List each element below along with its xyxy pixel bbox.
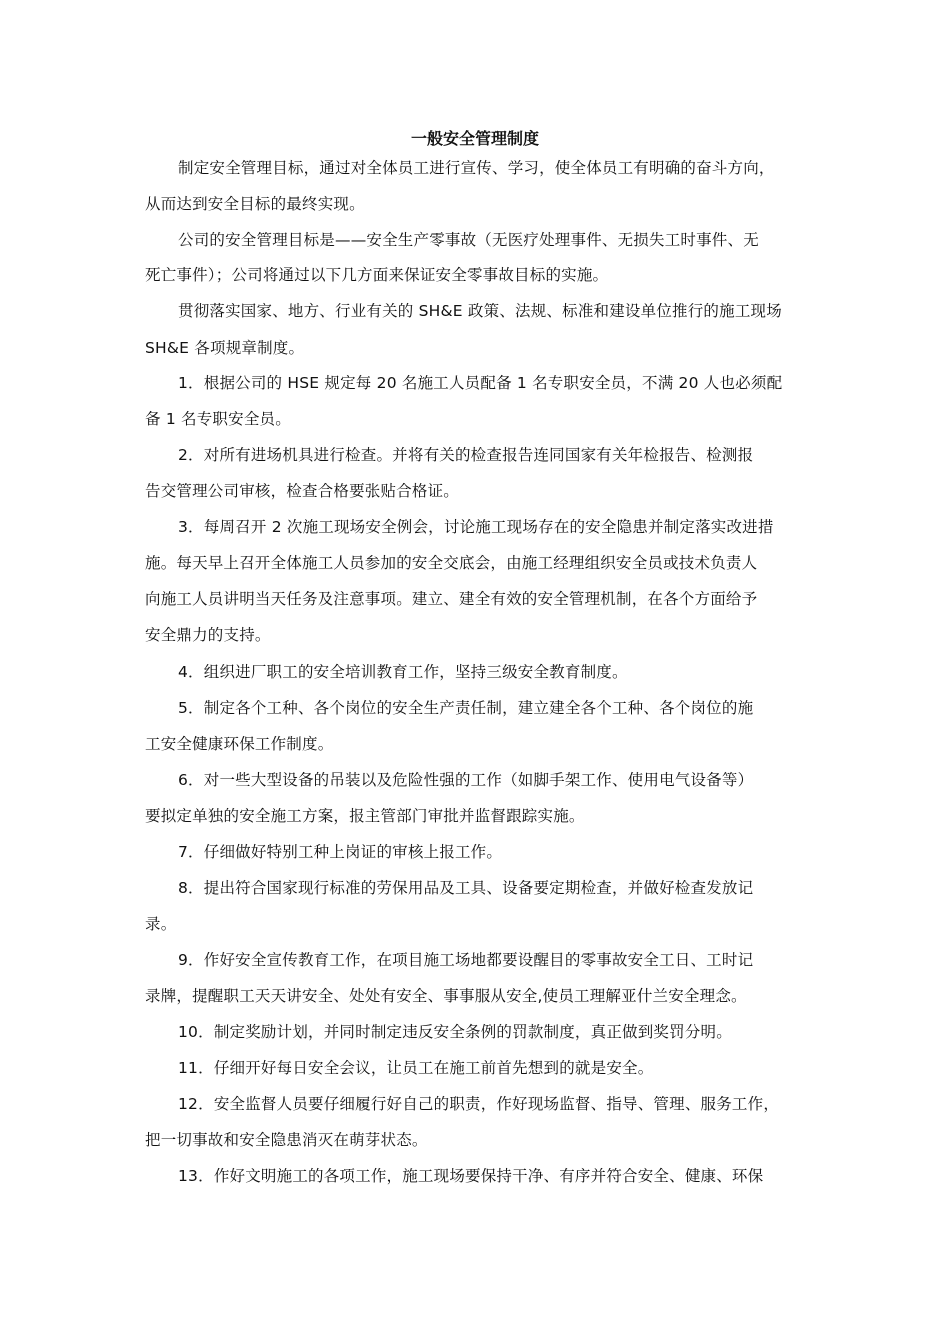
list-item-line: 9．作好安全宣传教育工作，在项目施工场地都要设醒目的零事故安全工日、工时记: [178, 951, 754, 969]
paragraph-line: 公司的安全管理目标是——安全生产零事故（无医疗处理事件、无损失工时事件、无: [178, 231, 759, 249]
list-item-line: 安全鼎力的支持。: [145, 626, 271, 644]
list-item-line: 6．对一些大型设备的吊装以及危险性强的工作（如脚手架工作、使用电气设备等）: [178, 771, 754, 789]
list-item-line: 2．对所有进场机具进行检查。并将有关的检查报告连同国家有关年检报告、检测报: [178, 446, 754, 464]
list-item-line: 录牌，提醒职工天天讲安全、处处有安全、事事服从安全,使员工理解亚什兰安全理念。: [145, 987, 747, 1005]
list-item-line: 4．组织进厂职工的安全培训教育工作，坚持三级安全教育制度。: [178, 663, 628, 681]
list-item-line: 13．作好文明施工的各项工作，施工现场要保持干净、有序并符合安全、健康、环保: [178, 1167, 764, 1185]
list-item-line: 要拟定单独的安全施工方案，报主管部门审批并监督跟踪实施。: [145, 807, 585, 825]
list-item-line: 把一切事故和安全隐患消灭在萌芽状态。: [145, 1131, 428, 1149]
paragraph-line: SH&E 各项规章制度。: [145, 339, 305, 357]
list-item-line: 施。每天早上召开全体施工人员参加的安全交底会，由施工经理组织安全员或技术负责人: [145, 554, 758, 572]
list-item-line: 12．安全监督人员要仔细履行好自己的职责，作好现场监督、指导、管理、服务工作，: [178, 1095, 780, 1113]
list-item-line: 工安全健康环保工作制度。: [145, 735, 334, 753]
list-item-line: 10．制定奖励计划，并同时制定违反安全条例的罚款制度，真正做到奖罚分明。: [178, 1023, 732, 1041]
paragraph-line: 从而达到安全目标的最终实现。: [145, 195, 365, 213]
list-item-line: 录。: [145, 915, 177, 933]
list-item-line: 8．提出符合国家现行标准的劳保用品及工具、设备要定期检查，并做好检查发放记: [178, 879, 754, 897]
list-item-line: 1．根据公司的 HSE 规定每 20 名施工人员配备 1 名专职安全员，不满 20 人也必须配: [178, 374, 783, 392]
paragraph-line: 贯彻落实国家、地方、行业有关的 SH&E 政策、法规、标准和建设单位推行的施工现场: [178, 302, 782, 320]
list-item-line: 3．每周召开 2 次施工现场安全例会，讨论施工现场存在的安全隐患并制定落实改进措: [178, 518, 774, 536]
list-item-line: 11．仔细开好每日安全会议，让员工在施工前首先想到的就是安全。: [178, 1059, 654, 1077]
paragraph-line: 死亡事件）；公司将通过以下几方面来保证安全零事故目标的实施。: [145, 266, 609, 284]
list-item-line: 5．制定各个工种、各个岗位的安全生产责任制，建立建全各个工种、各个岗位的施: [178, 699, 754, 717]
list-item-line: 备 1 名专职安全员。: [145, 410, 291, 428]
list-item-line: 告交管理公司审核，检查合格要张贴合格证。: [145, 482, 460, 500]
list-item-line: 7．仔细做好特别工种上岗证的审核上报工作。: [178, 843, 503, 861]
document-title: 一般安全管理制度: [410, 129, 539, 148]
list-item-line: 向施工人员讲明当天任务及注意事项。建立、建全有效的安全管理机制，在各个方面给予: [145, 590, 758, 608]
paragraph-line: 制定安全管理目标，通过对全体员工进行宣传、学习，使全体员工有明确的奋斗方向，: [178, 159, 775, 177]
